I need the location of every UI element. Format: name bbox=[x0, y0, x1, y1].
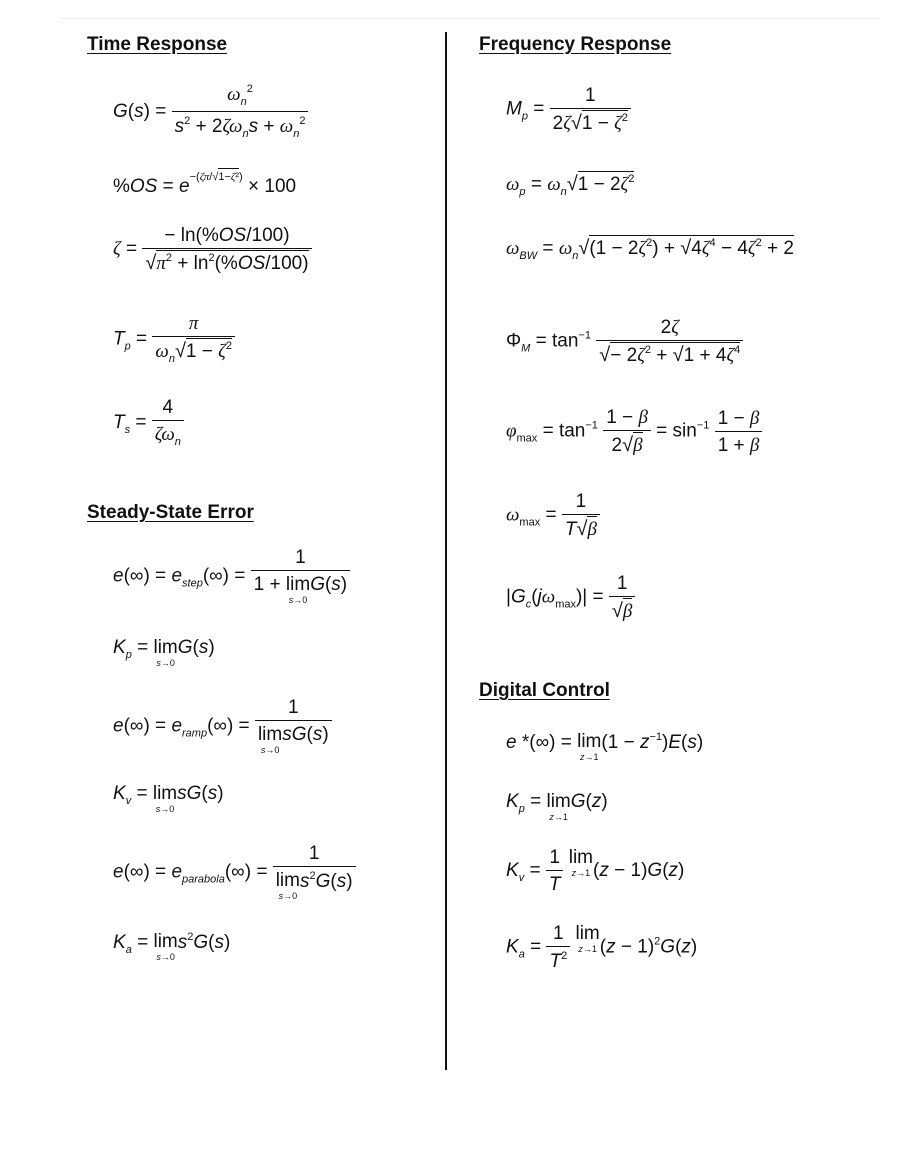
eq-digital-acceleration-constant: $K_a$ = $\frac{1}{T^2}$ lim z→1 $(z - 1)^2G(z)$ bbox=[506, 923, 698, 972]
eq-position-constant: $K_p = \lim$ s→0 G(s) bbox=[113, 637, 215, 668]
eq-settling-time: $T_s$ = $\frac{4}{\zeta\omega_n}$ bbox=[113, 398, 184, 448]
eq-digital-position-constant: $K_p = \lim$ z→1 G(z) bbox=[506, 791, 608, 822]
heading-frequency-response: Frequency Response bbox=[479, 34, 672, 55]
eq-transfer-function: G(s) = $\frac{\omega_n^2}{s^2 + 2\zeta\omega_ns + \omega_n^2}$ bbox=[113, 84, 308, 140]
eq-peak-time: $T_p$ = $\frac{\pi}{\omega_n√1 - \zeta^2}$ bbox=[113, 314, 235, 365]
eq-peak-frequency: $\omega_p = \omega_n√1 - 2\zeta^2$ bbox=[506, 173, 635, 198]
eq-digital-velocity-constant: $K_v$ = $\frac{1}{T}$ lim z→1 (z − 1)G(z) bbox=[506, 847, 685, 895]
eq-max-phase: $\varphi_{max} = \tan^{-1}$ $\frac{1 - \beta}{2√\beta}$ = $\sin^{-1}$ $\frac{1 - \beta}{1 + \beta}$ bbox=[506, 408, 762, 455]
column-divider bbox=[445, 32, 447, 1070]
heading-digital-control: Digital Control bbox=[479, 680, 610, 701]
eq-bandwidth: $\omega_{BW} = \omega_n√(1 - 2\zeta^2) + √4\zeta^4 - 4\zeta^2 + 2$ bbox=[506, 237, 794, 262]
eq-parabola-error: $e(\infty) = e_{parabola}(\infty)$ = 1 lim s→0 $s^2G(s)$ bbox=[113, 844, 356, 901]
eq-percent-overshoot: $\%OS = e^{-(\zeta\pi/√1-\zeta^2)} \times 100$ bbox=[113, 172, 296, 196]
eq-max-frequency: $\omega_{max}$ = $\frac{1}{T√\beta}$ bbox=[506, 492, 600, 539]
eq-velocity-constant: $K_v = \lim$ s→0 sG(s) bbox=[113, 783, 224, 814]
top-border bbox=[60, 18, 878, 19]
eq-damping-ratio: ζ = $\frac{- \ln(\%OS/100)}{√\pi^2 + \ln^2(\%OS/100)}$ bbox=[113, 226, 312, 273]
eq-digital-error: e *(∞) = lim z→1 $(1 - z^{-1})E(s)$ bbox=[506, 731, 704, 762]
eq-compensator-magnitude: $|G_c(j\omega_{max})|$ = $\frac{1}{√\beta}$ bbox=[506, 574, 635, 621]
eq-step-error: $e(\infty) = e_{step}(\infty)$ = 1 1 + lim s→0 G(s) bbox=[113, 548, 350, 605]
eq-phase-margin: $\Phi_M = \tan^{-1}$ $\frac{2\zeta}{√- 2\zeta^2 + √1 + 4\zeta^4}$ bbox=[506, 318, 743, 365]
eq-acceleration-constant: $K_a = \lim$ s→0 $s^2G(s)$ bbox=[113, 931, 231, 962]
heading-steady-state-error: Steady-State Error bbox=[87, 502, 254, 523]
heading-time-response: Time Response bbox=[87, 34, 228, 55]
eq-peak-magnitude: $M_p$ = $\frac{1}{2\zeta√1 - \zeta^2}$ bbox=[506, 86, 631, 133]
eq-ramp-error: $e(\infty) = e_{ramp}(\infty)$ = 1 lim s→0 sG(s) bbox=[113, 698, 332, 755]
